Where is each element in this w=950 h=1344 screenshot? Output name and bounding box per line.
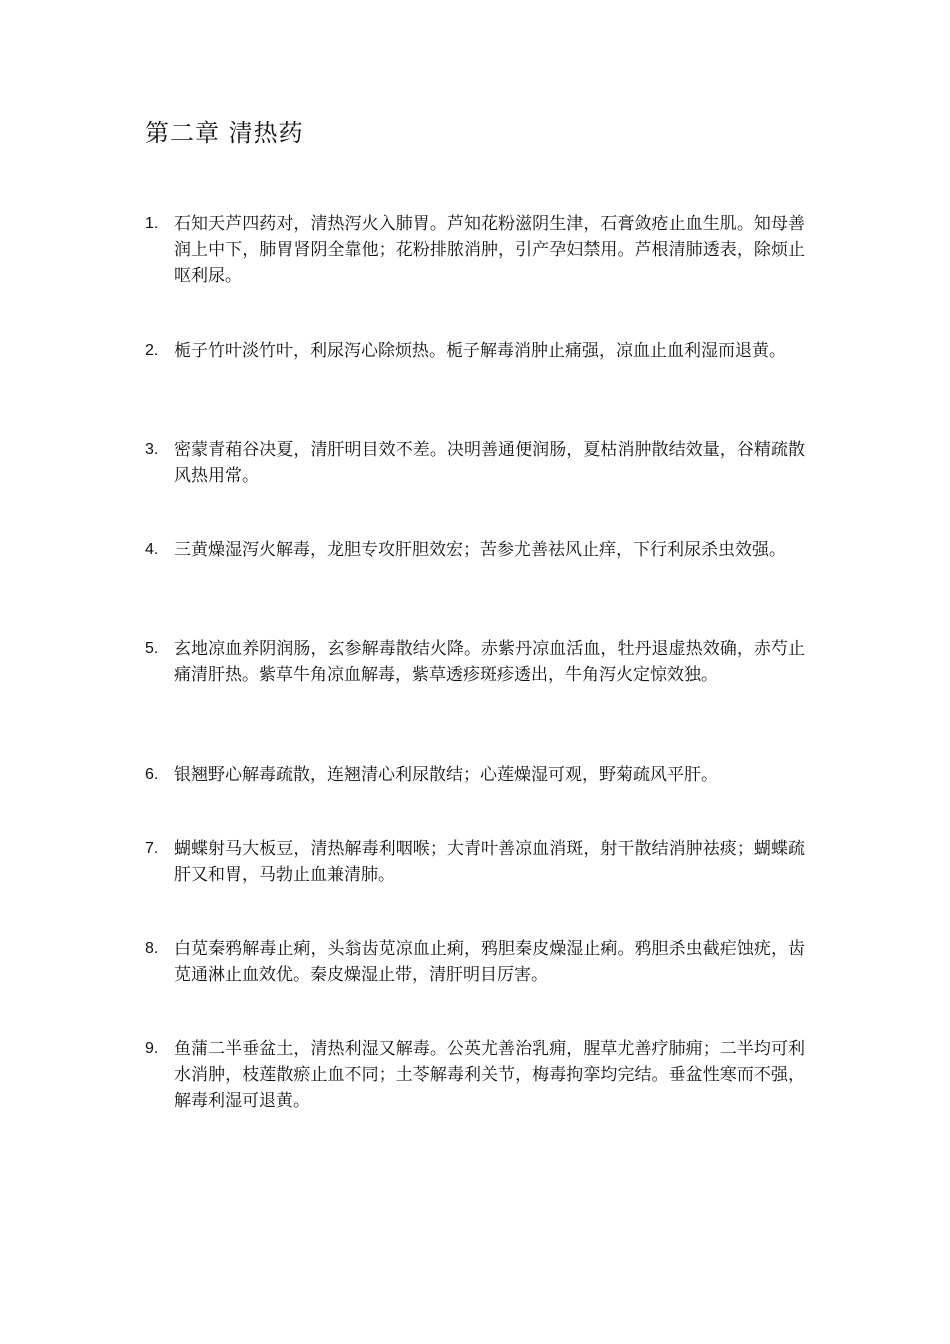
item-text: 玄地凉血养阴润肠，玄参解毒散结火降。赤紫丹凉血活血，牡丹退虚热效确，赤芍止痛清肝热。紫草牛角凉血解毒，紫草透疹斑疹透出，牛角泻火定惊效独。 xyxy=(174,639,805,685)
item-number: 8. xyxy=(145,940,159,957)
item-number: 9. xyxy=(145,1040,159,1057)
list-item xyxy=(145,338,805,364)
item-text: 鱼蒲二半垂盆土，清热利湿又解毒。公英尤善治乳痈，腥草尤善疗肺痈；二半均可利水消肿，枝莲散瘀止血不同；土苓解毒利关节，梅毒拘挛均完结。垂盆性寒而不强，解毒利湿可退黄。 xyxy=(174,1039,805,1111)
list-item xyxy=(145,762,805,788)
item-number: 7. xyxy=(145,840,159,857)
item-text: 蝴蝶射马大板豆，清热解毒利咽喉；大青叶善凉血消斑，射干散结消肿祛痰；蝴蝶疏肝又和胃，马勃止血兼清肺。 xyxy=(174,839,805,885)
chapter-title: 第二章 清热药 xyxy=(145,119,304,147)
list-item xyxy=(145,936,805,988)
item-number: 3. xyxy=(145,441,159,458)
list-item xyxy=(145,537,805,563)
item-text: 银翘野心解毒疏散，连翘清心利尿散结；心莲燥湿可观，野菊疏风平肝。 xyxy=(174,765,718,785)
item-text: 白苋秦鸦解毒止痢，头翁齿苋凉血止痢，鸦胆秦皮燥湿止痢。鸦胆杀虫截疟蚀疣，齿苋通淋止血效优。秦皮燥湿止带，清肝明目厉害。 xyxy=(174,939,805,985)
item-text: 三黄燥湿泻火解毒，龙胆专攻肝胆效宏；苦参尤善祛风止痒，下行利尿杀虫效强。 xyxy=(174,540,786,560)
list-item xyxy=(145,636,805,688)
item-text: 石知天芦四药对，清热泻火入肺胃。芦知花粉滋阴生津，石膏敛疮止血生肌。知母善润上中下，肺胃肾阴全靠他；花粉排脓消肿，引产孕妇禁用。芦根清肺透表，除烦止呕利尿。 xyxy=(174,214,805,286)
item-number: 5. xyxy=(145,640,159,657)
item-number: 4. xyxy=(145,541,159,558)
item-number: 1. xyxy=(145,215,159,232)
item-number: 2. xyxy=(145,342,159,359)
list-item xyxy=(145,1036,805,1114)
item-text: 栀子竹叶淡竹叶，利尿泻心除烦热。栀子解毒消肿止痛强，凉血止血利湿而退黄。 xyxy=(174,341,786,361)
item-text: 密蒙青葙谷决夏，清肝明目效不差。决明善通便润肠，夏枯消肿散结效量，谷精疏散风热用常。 xyxy=(174,440,805,486)
list-item xyxy=(145,211,805,289)
list-item xyxy=(145,437,805,489)
list-item xyxy=(145,836,805,888)
item-number: 6. xyxy=(145,766,159,783)
